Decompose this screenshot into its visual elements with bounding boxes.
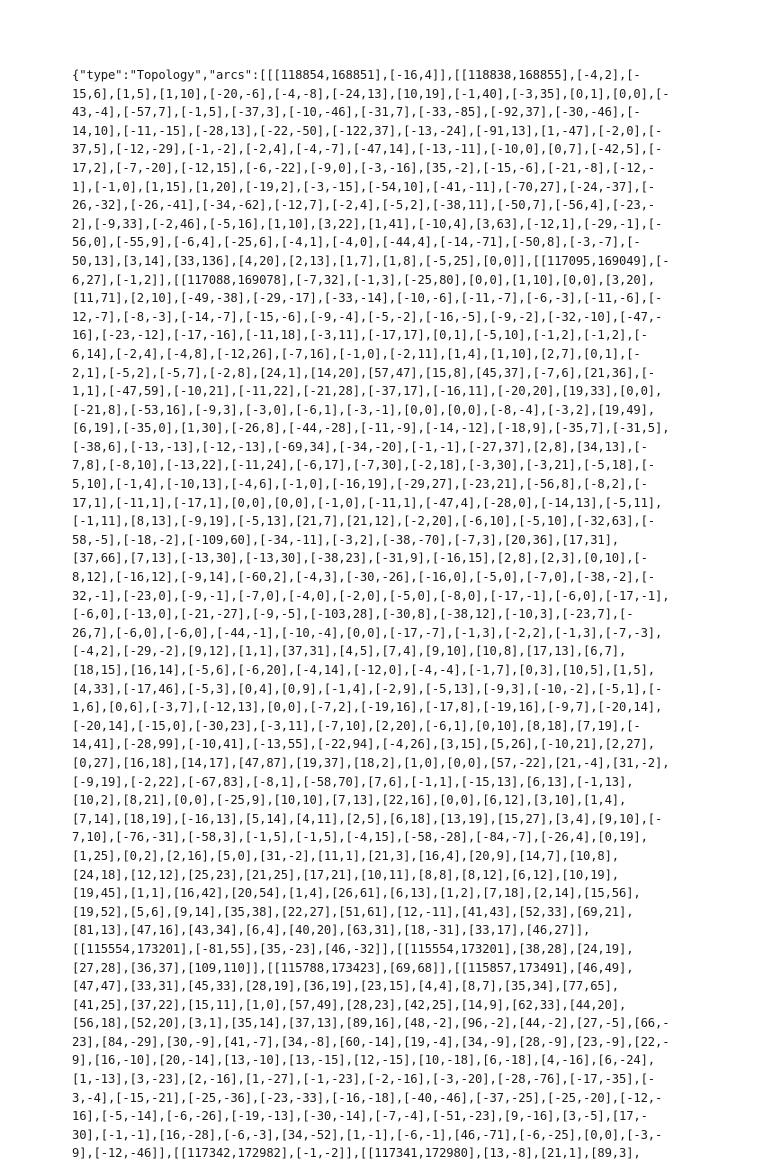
text-line: 32,-1],[-23,0],[-9,-1],[-7,0],[-4,0],[-2,0],[-5,0],[-8,0],[-17,-1],[-6,0],[-17,-1], <box>72 588 670 603</box>
text-line: [18,15],[16,14],[-5,6],[-6,20],[-4,14],[-12,0],[-4,-4],[-1,7],[0,3],[10,5],[1,5], <box>72 663 655 677</box>
text-line: [-1,11],[8,13],[-9,19],[-5,13],[21,7],[21,12],[-2,20],[-6,10],[-5,10],[-32,63],[- <box>72 514 655 529</box>
text-line: 2,1],[-5,2],[-5,7],[-2,8],[24,1],[14,20],[57,47],[15,8],[45,37],[-7,6],[21,36],[- <box>72 365 655 380</box>
text-line: [1,-13],[3,-23],[2,-16],[1,-27],[-1,-23],[-2,-16],[-3,-20],[-28,-76],[-17,-35],[- <box>72 1072 655 1087</box>
text-line: [19,52],[5,6],[9,14],[35,38],[22,27],[51,61],[12,-11],[41,43],[52,33],[69,21], <box>72 904 634 919</box>
text-line: [47,47],[33,31],[45,33],[28,19],[36,19],[23,15],[4,4],[8,7],[35,34],[77,65], <box>72 979 620 994</box>
text-line: [-6,0],[-13,0],[-21,-27],[-9,-5],[-103,28],[-30,8],[-38,12],[-10,3],[-23,7],[- <box>72 607 634 622</box>
text-line: 26,-32],[-26,-41],[-34,-62],[-12,7],[-2,4],[-5,2],[-38,11],[-50,7],[-56,4],[-23,- <box>72 198 655 213</box>
text-line: 16],[-23,-12],[-17,-16],[-11,18],[-3,11],[-17,17],[0,1],[-5,10],[-1,2],[-1,2],[- <box>72 328 648 343</box>
text-line: [-4,2],[-29,-2],[9,12],[1,1],[37,31],[4,5],[7,4],[9,10],[10,8],[17,13],[6,7], <box>72 644 627 659</box>
text-line: [37,66],[7,13],[-13,30],[-13,30],[-38,23],[-31,9],[-16,15],[2,8],[2,3],[0,10],[- <box>72 551 648 566</box>
text-line: [0,27],[16,18],[14,17],[47,87],[19,37],[18,2],[1,0],[0,0],[57,-22],[21,-4],[31,-2], <box>72 755 670 770</box>
text-line: 6,14],[-2,4],[-4,8],[-12,26],[-7,16],[-1,0],[-2,11],[1,4],[1,10],[2,7],[0,1],[- <box>72 346 641 361</box>
text-line: [1,25],[0,2],[2,16],[5,0],[31,-2],[11,1],[21,3],[16,4],[20,9],[14,7],[10,8], <box>72 848 620 863</box>
text-line: 14,10],[-11,-15],[-28,13],[-22,-50],[-122,37],[-13,-24],[-91,13],[1,-47],[-2,0],[- <box>72 123 663 138</box>
text-line: [-38,6],[-13,-13],[-12,-13],[-69,34],[-34,-20],[-1,-1],[-27,37],[2,8],[34,13],[- <box>72 439 648 454</box>
text-line: 8,12],[-16,12],[-9,14],[-60,2],[-4,3],[-30,-26],[-16,0],[-5,0],[-7,0],[-38,-2],[- <box>72 570 655 585</box>
text-line: 3,-4],[-15,-21],[-25,-36],[-23,-33],[-16,-18],[-40,-46],[-37,-25],[-25,-20],[-12,- <box>72 1090 663 1105</box>
text-line: [7,14],[18,19],[-16,13],[5,14],[4,11],[2,5],[6,18],[13,19],[15,27],[3,4],[9,10],[- <box>72 811 663 826</box>
text-line: 1,1],[-47,59],[-10,21],[-11,22],[-21,28],[-37,17],[-16,11],[-20,20],[19,33],[0,0], <box>72 384 663 399</box>
text-line: [-20,14],[-15,0],[-30,23],[-3,11],[-7,10],[2,20],[-6,1],[0,10],[8,18],[7,19],[- <box>72 718 641 733</box>
text-line: 9],[16,-10],[20,-14],[13,-10],[13,-15],[12,-15],[10,-18],[6,-18],[4,-16],[6,-24], <box>72 1053 655 1068</box>
text-line: 7,10],[-76,-31],[-58,3],[-1,5],[-1,5],[-4,15],[-58,-28],[-84,-7],[-26,4],[0,19], <box>72 830 648 845</box>
text-line: 16],[-5,-14],[-6,-26],[-19,-13],[-30,-14],[-7,-4],[-51,-23],[9,-16],[3,-5],[17,- <box>72 1109 648 1124</box>
text-line: 17,1],[-11,1],[-17,1],[0,0],[0,0],[-1,0],[-11,1],[-47,4],[-28,0],[-14,13],[-5,11], <box>72 495 663 510</box>
text-line: [[115554,173201],[-81,55],[35,-23],[46,-32]],[[115554,173201],[38,28],[24,19], <box>72 941 634 956</box>
text-line: 58,-5],[-18,-2],[-109,60],[-34,-11],[-3,2],[-38,-70],[-7,3],[20,36],[17,31], <box>72 532 620 547</box>
text-line: 14,41],[-28,99],[-10,41],[-13,55],[-22,94],[-4,26],[3,15],[5,26],[-10,21],[2,27], <box>72 737 655 752</box>
text-line: [27,28],[36,37],[109,110]],[[115788,173423],[69,68]],[[115857,173491],[46,49], <box>72 960 634 975</box>
text-line: 37,5],[-12,-29],[-1,-2],[-2,4],[-4,-7],[-47,14],[-13,-11],[-10,0],[0,7],[-42,5],[- <box>72 142 663 157</box>
text-line: 1],[-1,0],[1,15],[1,20],[-19,2],[-3,-15],[-54,10],[-41,-11],[-70,27],[-24,-37],[- <box>72 179 655 194</box>
text-line: 15,6],[1,5],[1,10],[-20,-6],[-4,-8],[-24,13],[10,19],[-1,40],[-3,35],[0,1],[0,0],[- <box>72 86 670 101</box>
text-line: 50,13],[3,14],[33,136],[4,20],[2,13],[1,7],[1,8],[-5,25],[0,0]],[[117095,169049],[- <box>72 253 670 268</box>
text-line: [4,33],[-17,46],[-5,3],[0,4],[0,9],[-1,4],[-2,9],[-5,13],[-9,3],[-10,-2],[-5,1],[- <box>72 681 663 696</box>
text-line: [6,19],[-35,0],[1,30],[-26,8],[-44,-28],[-11,-9],[-14,-12],[-18,9],[-35,7],[-31,5], <box>72 421 670 436</box>
text-line: 9],[-12,-46]],[[117342,172982],[-1,-2]],[[117341,172980],[13,-8],[21,1],[89,3], <box>72 1146 641 1161</box>
text-line: {"type":"Topology","arcs":[[[118854,168851],[-16,4]],[[118838,168855],[-4,2],[- <box>72 68 641 82</box>
text-line: 6,27],[-1,2]],[[117088,169078],[-7,32],[-1,3],[-25,80],[0,0],[1,10],[0,0],[3,20], <box>72 272 655 287</box>
text-line: 1,6],[0,6],[-3,7],[-12,13],[0,0],[-7,2],[-19,16],[-17,8],[-19,16],[-9,7],[-20,14], <box>72 700 663 715</box>
text-line: [-21,8],[-53,16],[-9,3],[-3,0],[-6,1],[-3,-1],[0,0],[0,0],[-8,-4],[-3,2],[19,49], <box>72 402 655 417</box>
text-line: [10,2],[8,21],[0,0],[-25,9],[10,10],[7,13],[22,16],[0,0],[6,12],[3,10],[1,4], <box>72 793 627 808</box>
text-line: [24,18],[12,12],[25,23],[21,25],[17,21],[10,11],[8,8],[8,12],[6,12],[10,19], <box>72 867 620 882</box>
text-line: 2],[-9,33],[-2,46],[-5,16],[1,10],[3,22],[1,41],[-10,4],[3,63],[-12,1],[-29,-1],[- <box>72 216 663 231</box>
text-line: 26,7],[-6,0],[-6,0],[-44,-1],[-10,-4],[0,0],[-17,-7],[-1,3],[-2,2],[-1,3],[-7,-3], <box>72 625 663 640</box>
text-line: [11,71],[2,10],[-49,-38],[-29,-17],[-33,-14],[-10,-6],[-11,-7],[-6,-3],[-11,-6],[- <box>72 291 663 306</box>
text-line: 30],[-1,-1],[16,-28],[-6,-3],[34,-52],[1,-1],[-6,-1],[46,-71],[-6,-25],[0,0],[-3,- <box>72 1127 663 1142</box>
text-line: 5,10],[-1,4],[-10,13],[-4,6],[-1,0],[-16,19],[-29,27],[-23,21],[-56,8],[-8,2],[- <box>72 477 648 492</box>
text-line: 56,0],[-55,9],[-6,4],[-25,6],[-4,1],[-4,0],[-44,4],[-14,-71],[-50,8],[-3,-7],[- <box>72 235 641 250</box>
topojson-text-body <box>72 66 696 1163</box>
text-line: [-9,19],[-2,22],[-67,83],[-8,1],[-58,70],[7,6],[-1,1],[-15,13],[6,13],[-1,13], <box>72 774 634 789</box>
text-line: 12,-7],[-8,-3],[-14,-7],[-15,-6],[-9,-4],[-5,-2],[-16,-5],[-9,-2],[-32,-10],[-47,- <box>72 309 663 324</box>
text-line: [19,45],[1,1],[16,42],[20,54],[1,4],[26,61],[6,13],[1,2],[7,18],[2,14],[15,56], <box>72 886 641 901</box>
text-line: [56,18],[52,20],[3,1],[35,14],[37,13],[89,16],[48,-2],[96,-2],[44,-2],[27,-5],[66,- <box>72 1016 670 1031</box>
text-line: 7,8],[-8,10],[-13,22],[-11,24],[-6,17],[-7,30],[-2,18],[-3,30],[-3,21],[-5,18],[- <box>72 458 655 473</box>
text-line: 17,2],[-7,-20],[-12,15],[-6,-22],[-9,0],[-3,-16],[35,-2],[-15,-6],[-21,-8],[-12,- <box>72 160 655 175</box>
text-line: [81,13],[47,16],[43,34],[6,4],[40,20],[63,31],[18,-31],[33,17],[46,27]], <box>72 923 591 938</box>
text-line: 23],[84,-29],[30,-9],[41,-7],[34,-8],[60,-14],[19,-4],[34,-9],[28,-9],[23,-9],[22,- <box>72 1034 670 1049</box>
text-line: 43,-4],[-57,7],[-1,5],[-37,3],[-10,-46],[-31,7],[-33,-85],[-92,37],[-30,-46],[- <box>72 105 641 120</box>
text-line: [41,25],[37,22],[15,11],[1,0],[57,49],[28,23],[42,25],[14,9],[62,33],[44,20], <box>72 997 627 1012</box>
